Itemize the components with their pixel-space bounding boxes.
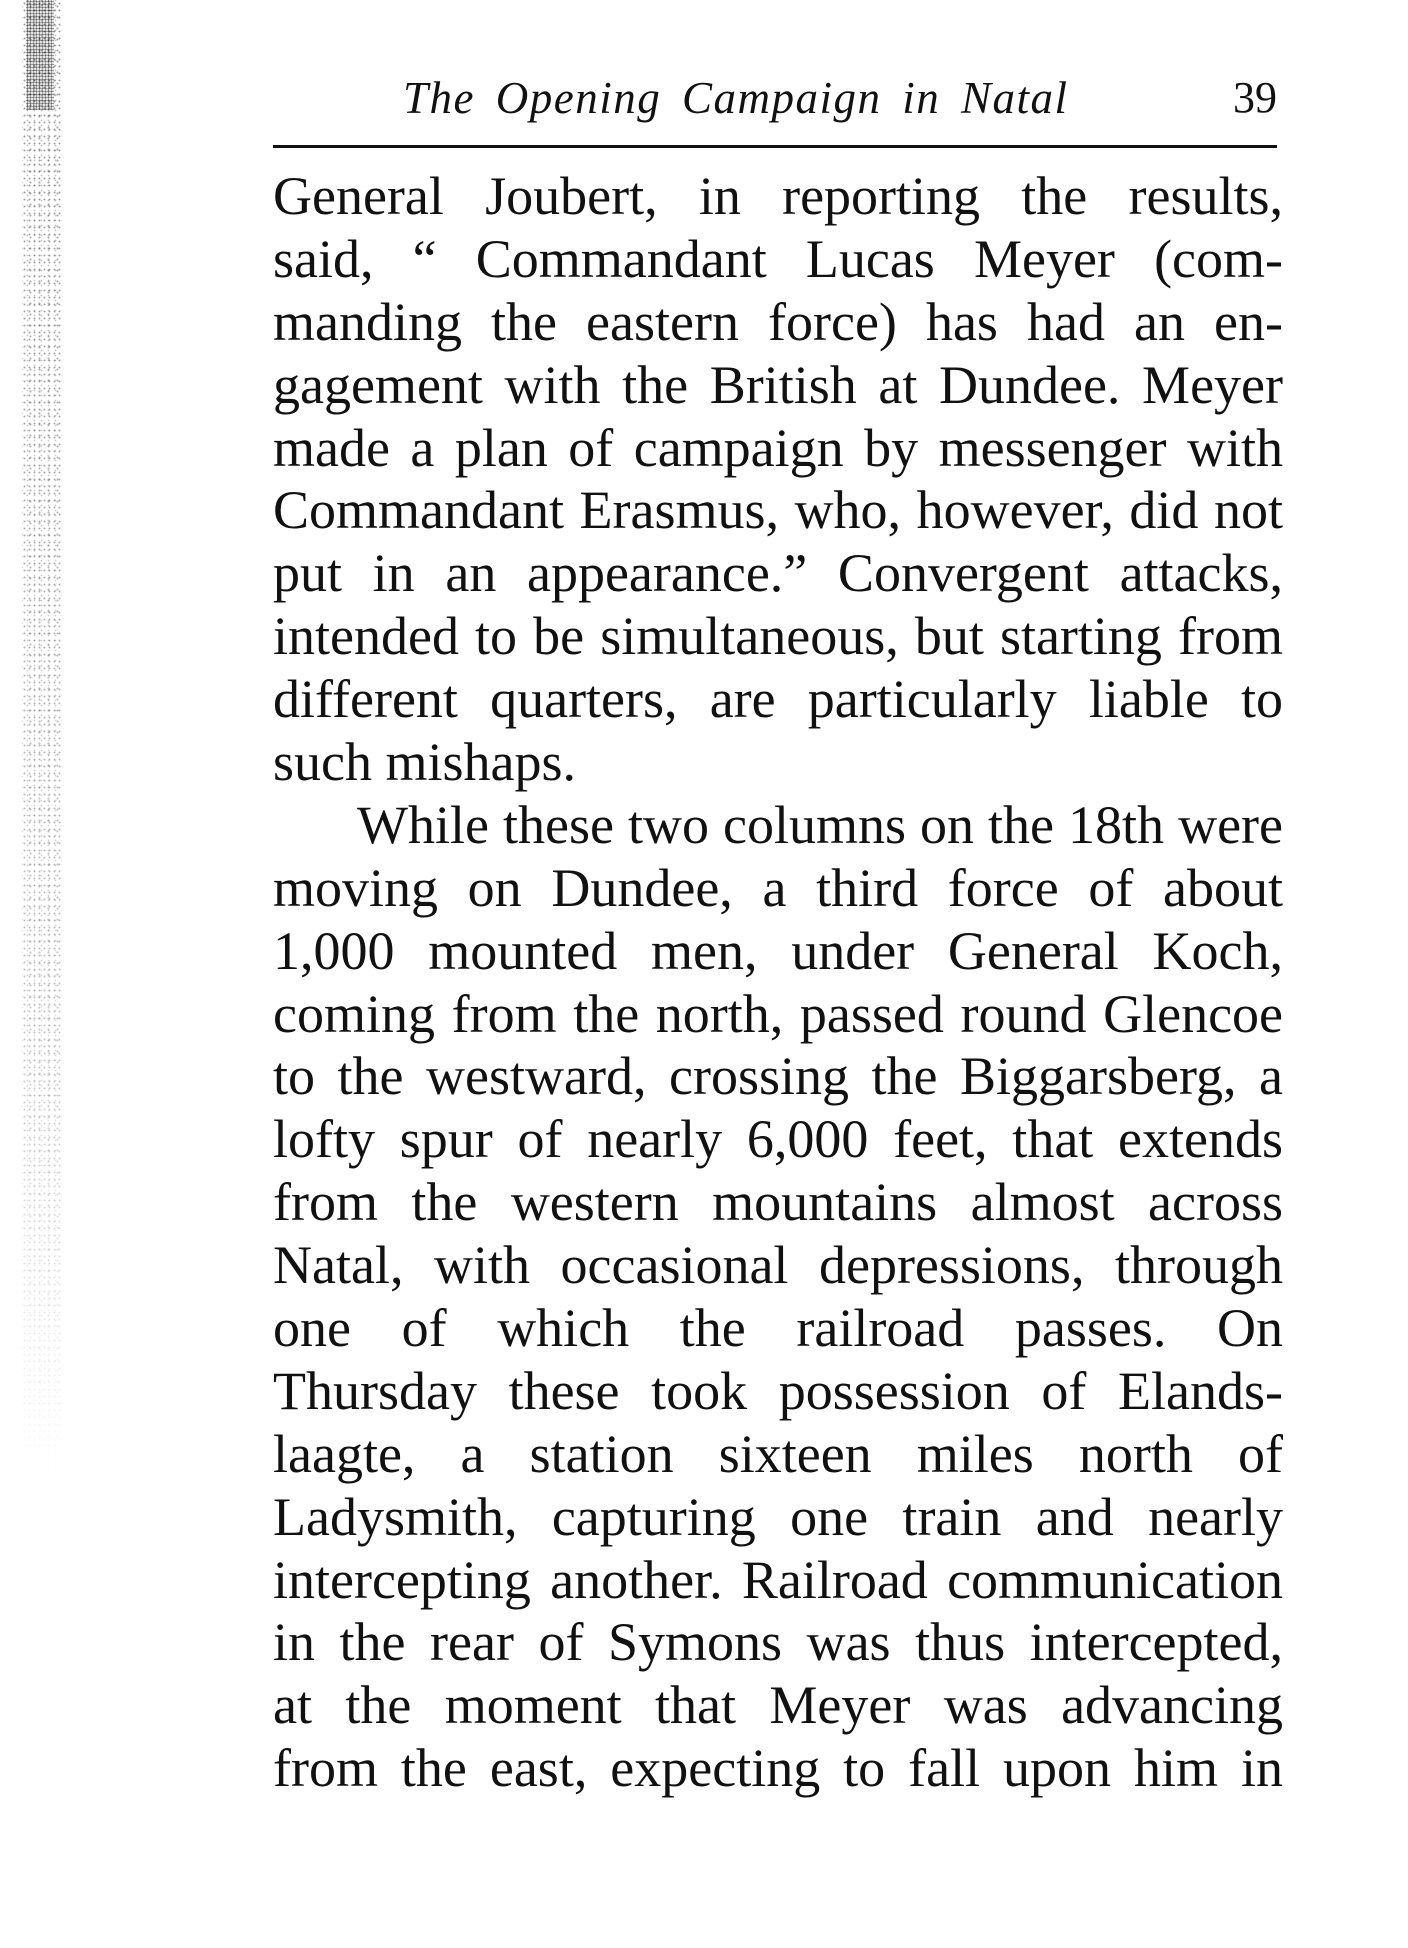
text-line: gagement with the British at Dundee. Meyer: [273, 354, 1283, 415]
text-line-last: such mishaps.: [273, 732, 576, 793]
running-title: The Opening Campaign in Natal: [403, 73, 1069, 123]
text-line: different quarters, are particularly liable to: [273, 669, 1283, 730]
text-line-indented: While these two columns on the 18th were: [357, 794, 1283, 855]
scan-gutter-shadow: [22, 0, 62, 1480]
text-line: Natal, with occasional depressions, through: [273, 1235, 1283, 1296]
text-line: at the moment that Meyer was advancing: [273, 1675, 1283, 1736]
text-line: manding the eastern force) has had an en-: [273, 291, 1283, 352]
text-line: lofty spur of nearly 6,000 feet, that extends: [273, 1109, 1283, 1170]
text-line: intercepting another. Railroad communication: [273, 1549, 1283, 1610]
header-rule: [273, 145, 1277, 148]
running-head: [273, 70, 1277, 126]
text-line: one of which the railroad passes. On: [273, 1298, 1283, 1359]
text-line: intended to be simultaneous, but starting from: [273, 606, 1283, 667]
scan-gutter-edge: [26, 0, 54, 110]
text-line: made a plan of campaign by messenger with: [273, 417, 1283, 478]
text-line: to the westward, crossing the Biggarsberg, a: [273, 1046, 1283, 1107]
text-line: 1,000 mounted men, under General Koch,: [273, 920, 1283, 981]
text-line: Ladysmith, capturing one train and nearly: [273, 1486, 1283, 1547]
text-line: put in an appearance.” Convergent attacks,: [273, 543, 1283, 604]
text-line: laagte, a station sixteen miles north of: [273, 1423, 1283, 1484]
text-line: in the rear of Symons was thus intercepted,: [273, 1612, 1283, 1673]
paragraph-1: [273, 165, 1283, 794]
text-line: General Joubert, in reporting the results,: [273, 166, 1283, 226]
page-number: 39: [1233, 73, 1277, 122]
text-line: from the east, expecting to fall upon him in: [273, 1738, 1283, 1799]
text-line: moving on Dundee, a third force of about: [273, 857, 1283, 918]
text-line: coming from the north, passed round Glencoe: [273, 983, 1283, 1044]
body-text: [273, 165, 1283, 1800]
paragraph-2: [273, 794, 1283, 1800]
text-line: Thursday these took possession of Elands-: [273, 1360, 1283, 1421]
text-line: from the western mountains almost across: [273, 1172, 1283, 1233]
text-line: said, “ Commandant Lucas Meyer (com-: [273, 228, 1283, 289]
text-line: Commandant Erasmus, who, however, did not: [273, 480, 1283, 541]
